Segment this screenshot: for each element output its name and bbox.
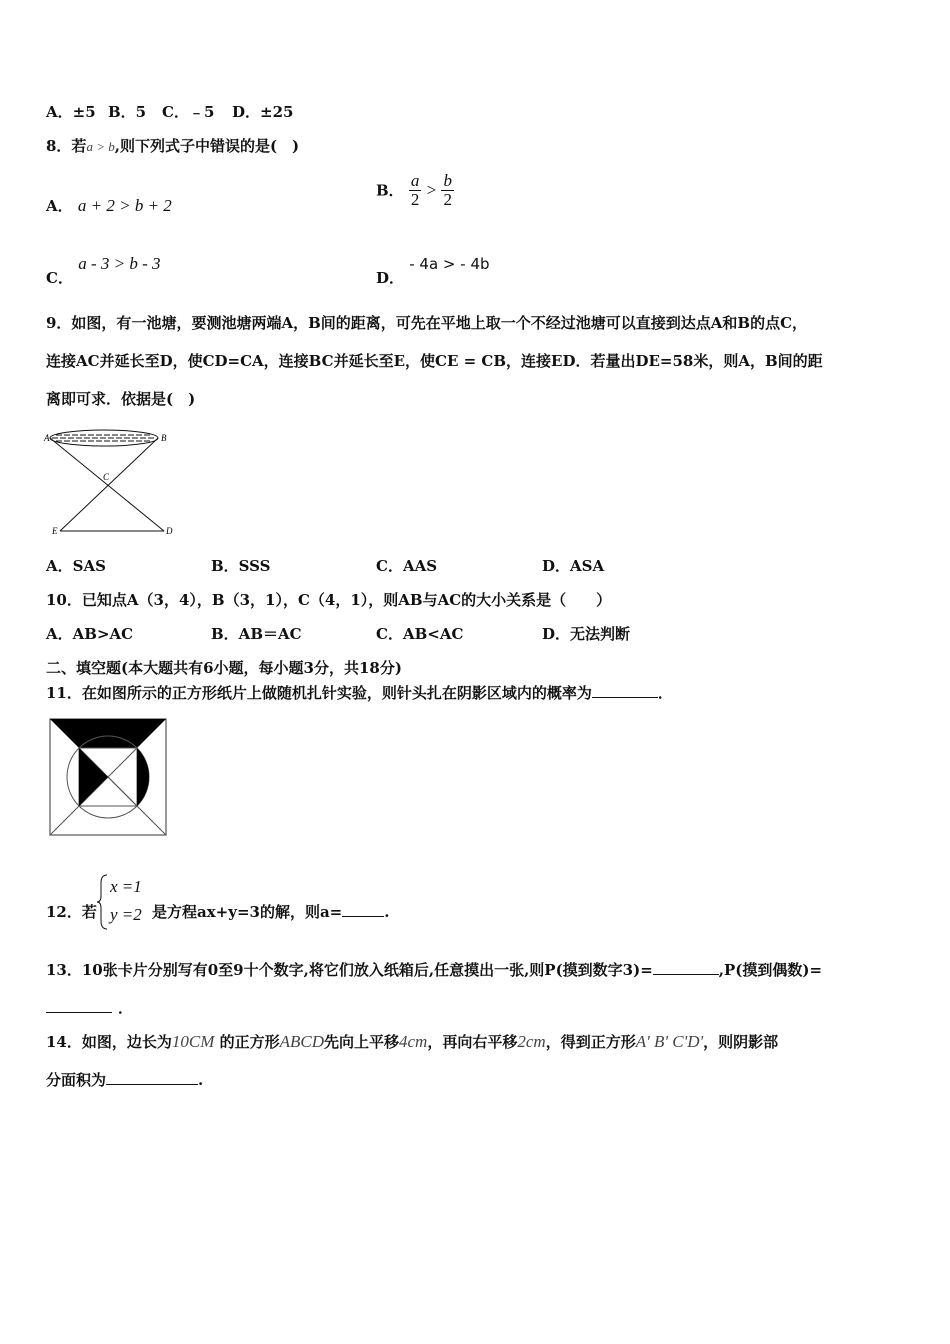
q8-option-d	[376, 254, 490, 287]
q12-suffix-line	[152, 902, 389, 922]
q8-option-b-fraction-left: $\frac{a}{2}$	[410, 171, 420, 209]
q14-text-6: ，则阴影部	[703, 1033, 779, 1051]
q8-option-a	[46, 196, 172, 216]
q14-answer-blank[interactable]	[106, 1070, 198, 1085]
q8-option-a-expr: a + 2 > b + 2	[77, 196, 172, 215]
q8-option-b	[376, 172, 454, 209]
q13-answer-blank-2[interactable]	[46, 998, 112, 1013]
q14-math-up: 4cm	[399, 1032, 428, 1051]
q8-prefix: 8．若	[46, 137, 87, 155]
q8-condition: a > b	[86, 139, 115, 154]
q8-option-c-expr: a - 3 > b - 3	[78, 254, 161, 273]
label-c: C	[103, 472, 110, 482]
q9-option-b: B．SSS	[211, 557, 271, 575]
q13-text: 13．10张卡片分别写有0至9十个数字,将它们放入纸箱后,任意摸出一张,则P(摸到数字3)=	[46, 961, 653, 979]
label-a: A	[44, 433, 50, 443]
q12-answer-blank[interactable]	[342, 902, 384, 917]
q12-prefix: 12．若	[46, 903, 97, 921]
q14-line-2-text: 分面积为	[46, 1071, 107, 1089]
label-e: E	[52, 526, 58, 536]
label-d: D	[166, 526, 173, 536]
section-2-title: 二、填空题(本大题共有6小题，每小题3分，共18分)	[46, 659, 402, 677]
q11-end: ．	[657, 684, 673, 702]
q9-option-a: A．SAS	[46, 557, 106, 575]
q11-stem	[46, 683, 673, 703]
q8-option-a-label: A．	[46, 197, 73, 215]
q14-stem-line-1	[46, 1032, 778, 1052]
q8-stem	[46, 136, 299, 157]
q14-text-4: ，再向右平移	[427, 1033, 518, 1051]
q13-line-2	[46, 998, 133, 1018]
q12-suffix: 是方程ax+y=3的解，则a=	[152, 903, 343, 921]
q8-suffix: ,则下列式子中错误的是( )	[114, 137, 300, 155]
label-b: B	[161, 433, 167, 443]
q8-option-d-label: D．	[376, 269, 405, 287]
q10-option-d: D．无法判断	[542, 625, 631, 643]
q9-stem-line-1: 9．如图，有一池塘，要测池塘两端A，B间的距离，可先在平地上取一个不经过池塘可以直接到达点A和B的点C，	[46, 314, 808, 332]
q8-option-c	[46, 254, 161, 287]
q8-option-c-label: C．	[46, 269, 73, 287]
q7-option-d: D．±25	[232, 103, 294, 121]
q7-option-c: C．﹣5	[162, 103, 215, 121]
q14-end: .	[198, 1071, 204, 1089]
q11-square-figure	[48, 717, 170, 839]
q14-text-1: 14．如图，边长为	[46, 1033, 172, 1051]
q14-math-abcd: ABCD	[279, 1032, 324, 1051]
q11-answer-blank[interactable]	[592, 683, 658, 698]
q10-stem: 10．已知点A（3，4），B（3，1），C（4，1），则AB与AC的大小关系是（ ）	[46, 591, 612, 609]
q8-option-b-label: B．	[376, 181, 404, 200]
q8-option-d-expr: - 4a > - 4b	[409, 255, 490, 273]
q12-system-brace	[96, 873, 110, 931]
q14-text-5: ，得到正方形	[545, 1033, 636, 1051]
q10-option-c: C．AB<AC	[376, 625, 464, 643]
q12-equation-2: y =2	[110, 905, 142, 924]
q9-stem-line-2: 连接AC并延长至D，使CD=CA，连接BC并延长至E，使CE = CB，连接ED．若量出DE=58米，则A，B间的距	[46, 352, 823, 370]
q10-option-a: A．AB>AC	[46, 625, 134, 643]
q11-text: 11．在如图所示的正方形纸片上做随机扎针实验，则针头扎在阴影区域内的概率为	[46, 684, 592, 702]
q8-option-b-fraction-right: $\frac{b}{2}$	[443, 171, 452, 209]
q14-stem-line-2	[46, 1070, 203, 1090]
q9-pond-figure	[42, 424, 182, 540]
q12-stem	[46, 902, 97, 922]
q12-end: .	[384, 903, 390, 921]
q13-answer-blank-1[interactable]	[653, 960, 719, 975]
q12-equation-1: x =1	[110, 877, 142, 896]
q13-mid: ,P(摸到偶数)=	[718, 961, 823, 979]
segment-be	[60, 438, 158, 531]
q14-math-right: 2cm	[517, 1032, 546, 1051]
q14-text-2: 的正方形	[214, 1033, 280, 1051]
segment-ad	[50, 438, 164, 531]
q9-option-c: C．AAS	[376, 557, 438, 575]
q7-option-a: A．±5	[46, 103, 96, 121]
q14-math-side: 10CM	[171, 1032, 215, 1051]
q14-math-new-square: A' B' C'D'	[635, 1032, 704, 1051]
q7-option-b: B．5	[108, 103, 147, 121]
q13-end: ．	[118, 999, 134, 1017]
q9-option-d: D．ASA	[542, 557, 605, 575]
q8-option-b-op: >	[426, 180, 437, 200]
q13-stem	[46, 960, 822, 980]
q9-stem-line-3: 离即可求．依据是( )	[46, 390, 196, 408]
q10-option-b: B．AB＝AC	[211, 625, 302, 643]
q14-text-3: 先向上平移	[324, 1033, 400, 1051]
